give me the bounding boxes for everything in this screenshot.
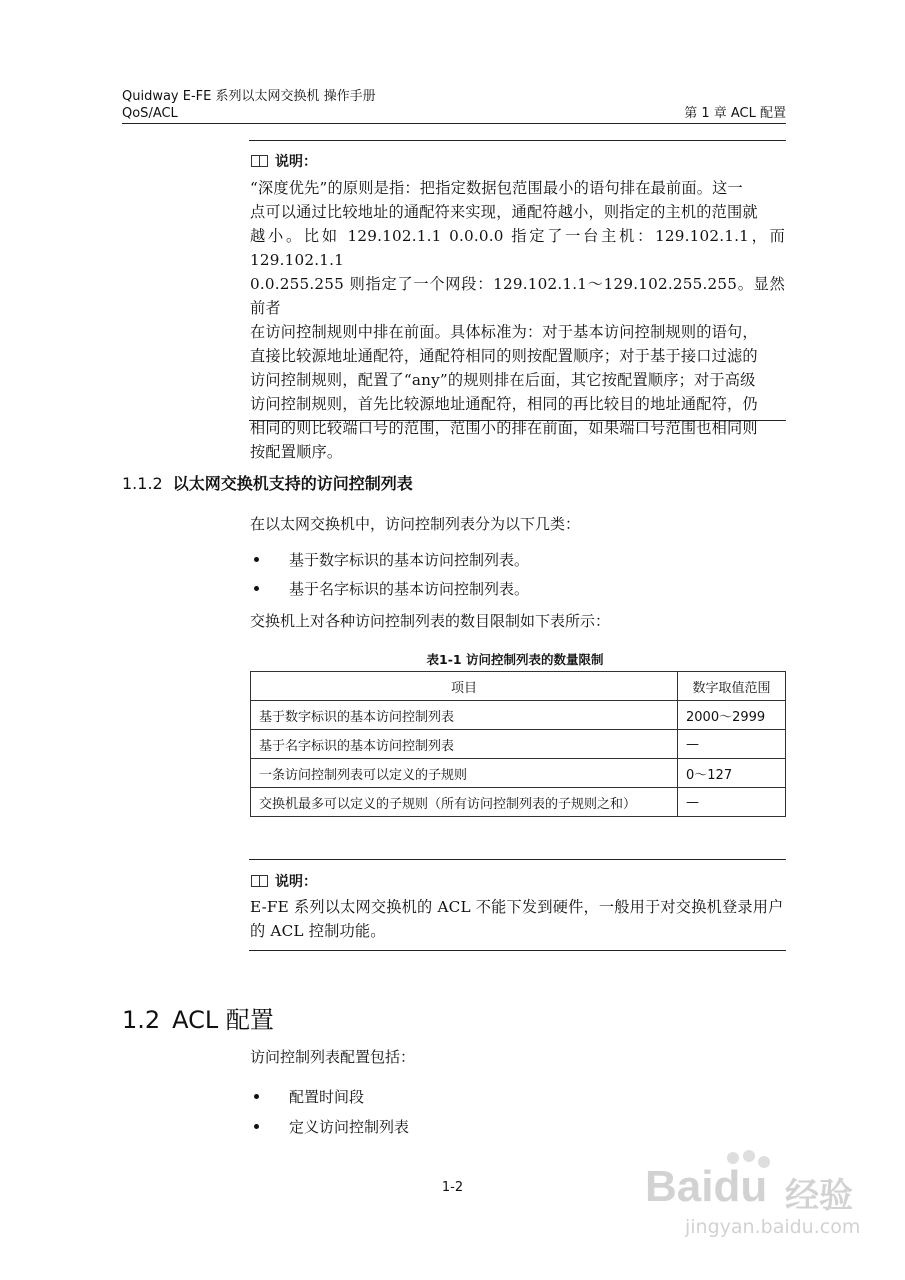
watermark-url: jingyan.baidu.com: [685, 1216, 861, 1238]
table-header-range: 数字取值范围: [678, 672, 786, 701]
table-row: [251, 730, 786, 759]
table-cell-range: 2000～2999: [678, 701, 786, 730]
note1-label-text: 说明：: [275, 154, 317, 170]
note1-line: 按配置顺序。: [250, 443, 343, 461]
header-rule: [122, 123, 786, 124]
section-112-title: 以太网交换机支持的访问控制列表: [172, 474, 413, 493]
note1-bottom-rule: [249, 420, 786, 421]
section-12-number: 1.2: [122, 1006, 161, 1034]
note1-line: 0.0.255.255 则指定了一个网段：129.102.1.1～129.102.255.255。显然前者: [250, 275, 785, 317]
bullet-item: 基于名字标识的基本访问控制列表。: [289, 580, 530, 598]
note1-line: 越小。比如 129.102.1.1 0.0.0.0 指定了一台主机：129.102.1.1，而 129.102.1.1: [250, 227, 785, 269]
watermark-brand: [645, 1162, 767, 1212]
table-caption: 表1-1 访问控制列表的数量限制: [426, 652, 604, 667]
table-row: [251, 759, 786, 788]
table-header-item: 项目: [251, 672, 678, 701]
note2-label-text: 说明：: [275, 874, 317, 890]
bullet-dot: [254, 557, 259, 562]
bullet-dot: [254, 1124, 259, 1129]
bullet-item: 定义访问控制列表: [289, 1118, 410, 1136]
note2-label: [251, 871, 317, 891]
note1-line: 直接比较源地址通配符，通配符相同的则按配置顺序；对于基于接口过滤的: [250, 347, 758, 365]
note1-line: 访问控制规则，首先比较源地址通配符，相同的再比较目的地址通配符，仍: [250, 395, 758, 413]
table-row: [251, 788, 786, 817]
bullet-item: 基于数字标识的基本访问控制列表。: [289, 551, 530, 569]
table-row: [251, 701, 786, 730]
section-112-after: 交换机上对各种访问控制列表的数目限制如下表所示：: [250, 612, 611, 630]
note1-top-rule: [249, 140, 786, 141]
bullet-dot: [254, 1094, 259, 1099]
table-cell-range: —: [678, 730, 786, 759]
note2-top-rule: [249, 859, 786, 860]
book-icon: [251, 875, 267, 887]
section-112-heading: [122, 471, 413, 494]
note2-body: [250, 895, 785, 943]
table-cell-item: 交换机最多可以定义的子规则（所有访问控制列表的子规则之和）: [251, 788, 678, 817]
note1-line: “深度优先”的原则是指：把指定数据包范围最小的语句排在最前面。这一: [250, 179, 743, 197]
note2-line: E-FE 系列以太网交换机的 ACL 不能下发到硬件，一般用于对交换机登录用户: [250, 898, 784, 916]
table-header-row: [251, 672, 786, 701]
note2-bottom-rule: [249, 950, 786, 951]
page-number: 1-2: [441, 1180, 464, 1195]
section-112-number: 1.1.2: [122, 474, 163, 493]
note1-label: [251, 151, 317, 171]
header-section: QoS/ACL: [122, 106, 178, 121]
note1-line: 点可以通过比较地址的通配符来实现，通配符越小，则指定的主机的范围就: [250, 203, 758, 221]
table-cell-item: 基于名字标识的基本访问控制列表: [251, 730, 678, 759]
baidu-watermark: [645, 1150, 870, 1245]
book-icon: [251, 155, 267, 167]
note1-line: 相同的则比较端口号的范围，范围小的排在前面，如果端口号范围也相同则: [250, 419, 758, 437]
note2-line: 的 ACL 控制功能。: [250, 922, 386, 940]
watermark-brand-du: du: [713, 1162, 768, 1211]
table-cell-range: —: [678, 788, 786, 817]
note1-line: 访问控制规则，配置了“any”的规则排在后面，其它按配置顺序；对于高级: [250, 371, 756, 389]
section-12-heading: [122, 1000, 274, 1035]
bullet-item: 配置时间段: [289, 1088, 365, 1106]
paw-toe: [743, 1150, 755, 1162]
bullet-dot: [254, 586, 259, 591]
header-title: Quidway E-FE 系列以太网交换机 操作手册: [122, 89, 376, 104]
watermark-suffix: 经验: [785, 1176, 853, 1216]
section-112-intro: 在以太网交换机中，访问控制列表分为以下几类：: [250, 515, 581, 533]
table-cell-item: 基于数字标识的基本访问控制列表: [251, 701, 678, 730]
header-chapter: 第 1 章 ACL 配置: [684, 106, 786, 121]
section-12-title: ACL 配置: [172, 1006, 274, 1034]
watermark-brand-bai: Bai: [645, 1162, 714, 1211]
table-cell-range: 0～127: [678, 759, 786, 788]
acl-limit-table: [250, 671, 786, 817]
note1-line: 在访问控制规则中排在前面。具体标准为：对于基本访问控制规则的语句，: [250, 323, 758, 341]
section-12-intro: 访问控制列表配置包括：: [250, 1048, 416, 1066]
table-cell-item: 一条访问控制列表可以定义的子规则: [251, 759, 678, 788]
